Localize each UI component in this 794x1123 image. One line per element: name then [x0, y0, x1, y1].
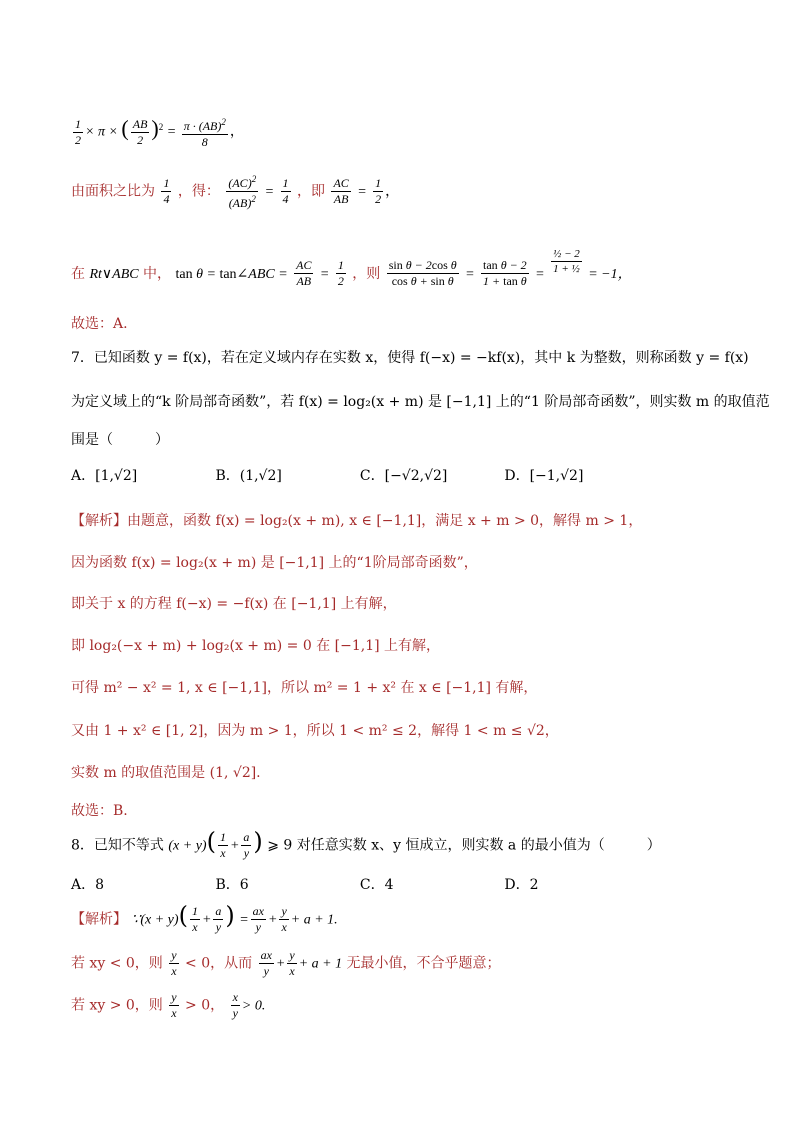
formula-half-circle-area: $\frac{1}{2}$ × π × ( $\frac{AB}{2}$ )$^2$ = $\frac{\pi \cdot (AB)^2}{8}$ ， — [75, 115, 244, 149]
area-ratio-line: 由面积之比为 $\frac{1}{4}$ ，得： $\frac{(AC)^2}{(AB)^2}$ = $\frac{1}{4}$ ，即 $\frac{AC}{AB}$ = $\frac{1}{2}$ ， — [71, 174, 400, 210]
sol8-line-3: 若 xy > 0，则 $\frac{y}{x}$ > 0， $\frac{x}{y}$ > 0. — [71, 990, 266, 1020]
sol7-line-4: 即 log₂(−x + m) + log₂(x + m) = 0 在 [−1,1] 上有解， — [71, 638, 441, 654]
sol7-line-3: 即关于 x 的方程 f(−x) = −f(x) 在 [−1,1] 上有解， — [71, 596, 397, 612]
q8-option-b: B．6 — [215, 877, 249, 893]
sol7-line-7: 实数 m 的取值范围是 (1, √2]. — [71, 765, 261, 781]
q8-option-a: A．8 — [71, 877, 105, 893]
q7-option-d: D．[−1,√2] — [504, 468, 584, 484]
sol7-line-5: 可得 m² − x² = 1, x ∈ [−1,1]，所以 m² = 1 + x² 在 x ∈ [−1,1] 有解， — [71, 680, 538, 696]
q7-line-3: 围是（ ） — [71, 432, 169, 448]
answer-q6: 故选：A. — [71, 316, 128, 332]
sol7-line-6: 又由 1 + x² ∈ [1, 2]，因为 m > 1，所以 1 < m² ≤ 2，解得 1 < m ≤ √2， — [71, 723, 559, 739]
q7-option-c: C．[−√2,√2] — [359, 468, 448, 484]
sol7-line-2: 因为函数 f(x) = log₂(x + m) 是 [−1,1] 上的“1阶局部奇函数”， — [71, 555, 478, 571]
q8-line-1: 8．已知不等式 (x + y)( $\frac{1}{x}$ + $\frac{a}{y}$ ) ⩾ 9 对任意实数 x、y 恒成立，则实数 a 的最小值为（ ） — [71, 827, 661, 860]
sol8-line-2: 若 xy < 0，则 $\frac{y}{x}$ < 0，从而 $\frac{ax}{y}$ + $\frac{y}{x}$ + a + 1 无最小值，不合乎题意； — [71, 948, 501, 978]
q7-options — [71, 466, 734, 486]
q8-option-d: D．2 — [504, 877, 539, 893]
solution-label: 【解析】 — [71, 513, 127, 529]
q8-options — [71, 875, 734, 895]
q7-line-2: 为定义域上的“k 阶局部奇函数”，若 f(x) = log₂(x + m) 是 [−1,1] 上的“1 阶局部奇函数”，则实数 m 的取值范 — [71, 394, 770, 410]
tan-theta-line: 在 Rt∨ABC 中， tan θ = tan∠ABC = $\frac{AC}{AB}$ = $\frac{1}{2}$ ，则 $\frac{\text{sin θ − 2cos θ}}{\text{cos θ + sin θ}}$ = $\frac{\text{tan θ − 2}}{\text{1 + tan θ}}$ = $\frac{\text{½ − 2}}{\text{1 + ½}}$ = −1， — [71, 248, 632, 288]
q8-option-c: C．4 — [359, 877, 394, 893]
sol8-line-1: 【解析】 ∵(x + y)( $\frac{1}{x}$ + $\frac{a}{y}$ ) = $\frac{ax}{y}$ + $\frac{y}{x}$ + a + 1. — [71, 901, 338, 934]
sol7-line-1: 【解析】由题意，函数 f(x) = log₂(x + m), x ∈ [−1,1]，满足 x + m > 0，解得 m > 1， — [71, 513, 643, 529]
answer-q7: 故选：B. — [71, 803, 128, 819]
q7-option-a: A．[1,√2] — [71, 468, 138, 484]
q7-option-b: B．(1,√2] — [215, 468, 282, 484]
q7-line-1: 7．已知函数 y = f(x)，若在定义域内存在实数 x，使得 f(−x) = −kf(x)，其中 k 为整数，则称函数 y = f(x) — [71, 350, 749, 366]
